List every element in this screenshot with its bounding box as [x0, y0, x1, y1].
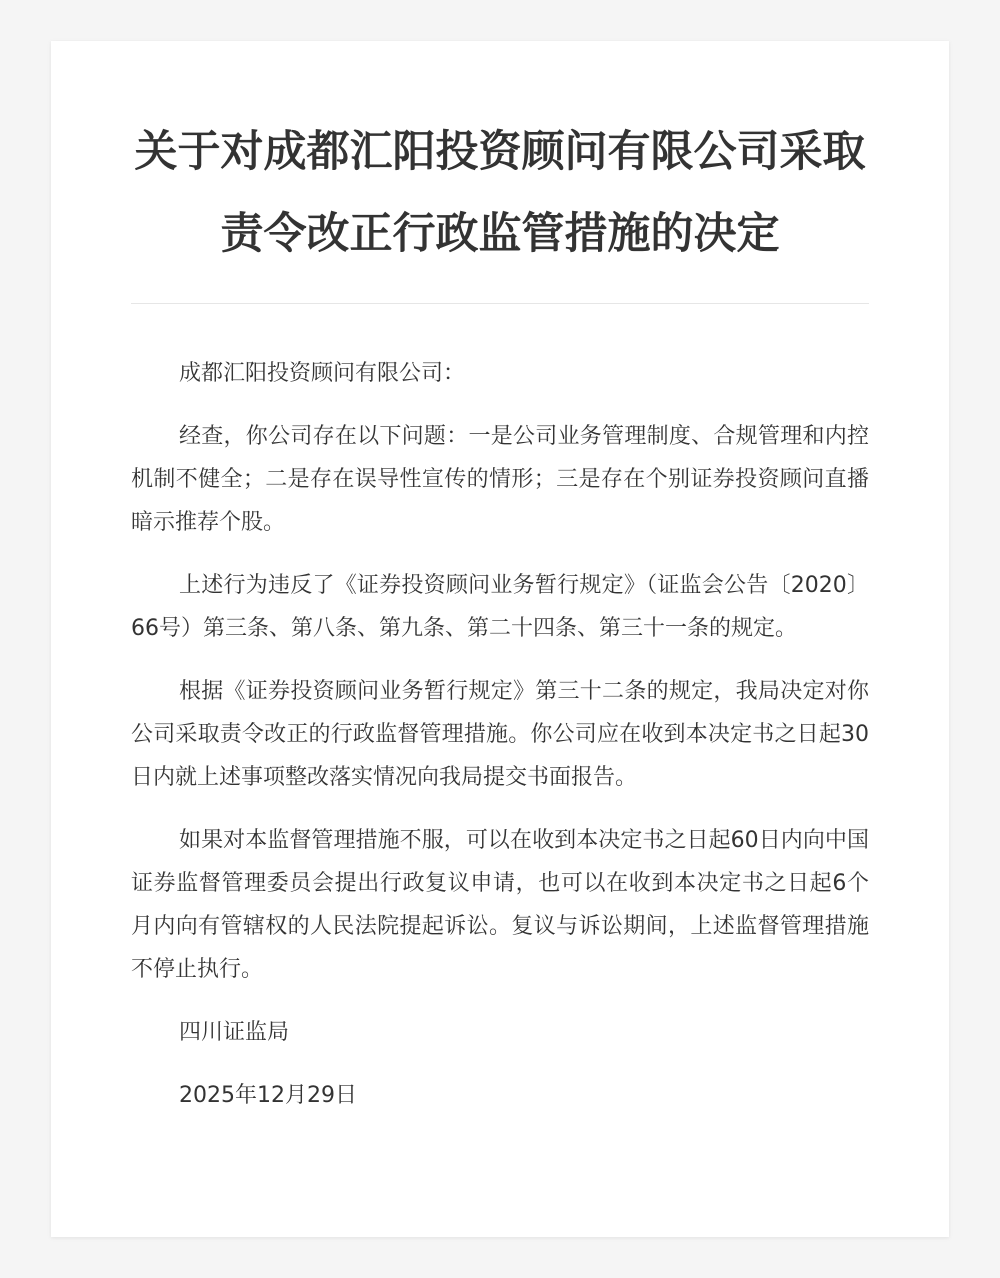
issuer: 四川证监局: [179, 1020, 290, 1045]
paragraph-decision: 根据《证券投资顾问业务暂行规定》第三十二条的规定，我局决定对你公司采取责令改正的行政监督管理措施。你公司应在收到本决定书之日起30日内就上述事项整改落实情况向我局提交书面报告。: [131, 679, 869, 790]
issue-date: 2025年12月29日: [179, 1083, 357, 1108]
paragraph-violation: 上述行为违反了《证券投资顾问业务暂行规定》（证监会公告〔2020〕66号）第三条、第八条、第九条、第二十四条、第三十一条的规定。: [131, 573, 869, 641]
addressee: 成都汇阳投资顾问有限公司：: [179, 361, 466, 386]
document-card: [51, 41, 949, 1237]
document-body: [131, 352, 869, 1117]
paragraph-appeal: 如果对本监督管理措施不服，可以在收到本决定书之日起60日内向中国证券监督管理委员会提出行政复议申请，也可以在收到本决定书之日起6个月内向有管辖权的人民法院提起诉讼。复议与诉讼期间，上述监督管理措施不停止执行。: [131, 828, 869, 982]
document-title: 关于对成都汇阳投资顾问有限公司采取责令改正行政监管措施的决定: [134, 127, 866, 259]
title-divider: [131, 303, 869, 304]
paragraph-findings: 经查，你公司存在以下问题：一是公司业务管理制度、合规管理和内控机制不健全；二是存在误导性宣传的情形；三是存在个别证券投资顾问直播暗示推荐个股。: [131, 424, 869, 535]
